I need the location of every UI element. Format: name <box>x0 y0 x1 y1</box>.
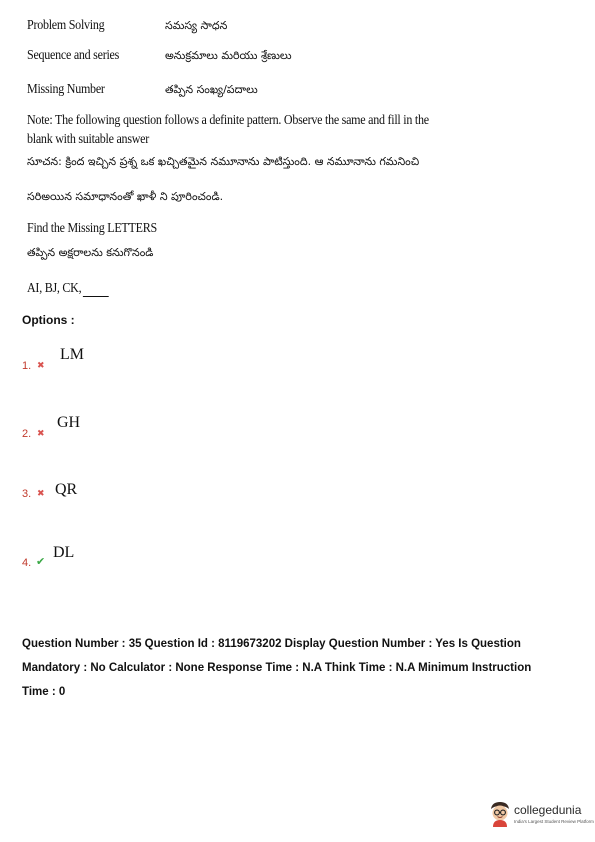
question-instruction-telugu: తప్పిన అక్షరాలను కనుగొనండి <box>27 246 154 259</box>
topic-label-sequence-series: Sequence and series <box>27 48 120 63</box>
question-series <box>27 281 109 297</box>
options-heading: Options : <box>22 313 75 327</box>
option-3-text: QR <box>55 481 78 498</box>
option-1-number: 1. <box>22 360 32 372</box>
logo-wordmark: collegedunia <box>514 803 582 817</box>
correct-check-icon: ✔ <box>36 555 46 568</box>
option-2-number: 2. <box>22 428 32 440</box>
logo-tagline: India's Largest Student Review Platform <box>514 819 594 824</box>
note-telugu-line-2: సరిఅయిన సమాధానంతో ఖాళీ ని పూరించండి. <box>27 190 224 203</box>
option-2-text: GH <box>57 414 81 431</box>
collegedunia-logo <box>488 800 594 830</box>
option-4-number: 4. <box>22 557 32 569</box>
wrong-icon: ✖ <box>37 361 45 371</box>
series-text: AI, BJ, CK, <box>27 281 82 296</box>
question-instruction: Find the Missing LETTERS <box>27 221 157 236</box>
option-4-text: DL <box>53 544 75 561</box>
wrong-icon: ✖ <box>37 489 45 499</box>
topic-label-problem-solving: Problem Solving <box>27 18 105 33</box>
note-line-1: Note: The following question follows a definite pattern. Observe the same and fill in the <box>27 113 429 128</box>
question-meta-line-2: Mandatory : No Calculator : None Response Time : N.A Think Time : N.A Minimum Instruction <box>22 662 532 674</box>
topic-telugu-sequence-series: అనుక్రమాలు మరియు శ్రేణులు <box>165 49 292 62</box>
option-3-number: 3. <box>22 488 32 500</box>
question-meta-line-3: Time : 0 <box>22 686 66 698</box>
topic-label-missing-number: Missing Number <box>27 82 105 97</box>
answer-blank <box>83 284 109 297</box>
wrong-icon: ✖ <box>37 429 45 439</box>
topic-telugu-missing-number: తప్పిన సంఖ్య/పదాలు <box>165 83 258 96</box>
mascot-icon <box>488 800 512 828</box>
question-meta-line-1: Question Number : 35 Question Id : 8119673202 Display Question Number : Yes Is Question <box>22 638 521 650</box>
note-telugu-line-1: సూచన: క్రింద ఇచ్చిన ప్రశ్న ఒక ఖచ్చితమైన నమూనాను పాటిస్తుంది. ఆ నమూనాను గమనించి <box>27 155 420 168</box>
note-line-2: blank with suitable answer <box>27 132 150 147</box>
option-1-text: LM <box>60 346 84 363</box>
topic-telugu-problem-solving: సమస్య సాధన <box>165 19 228 32</box>
